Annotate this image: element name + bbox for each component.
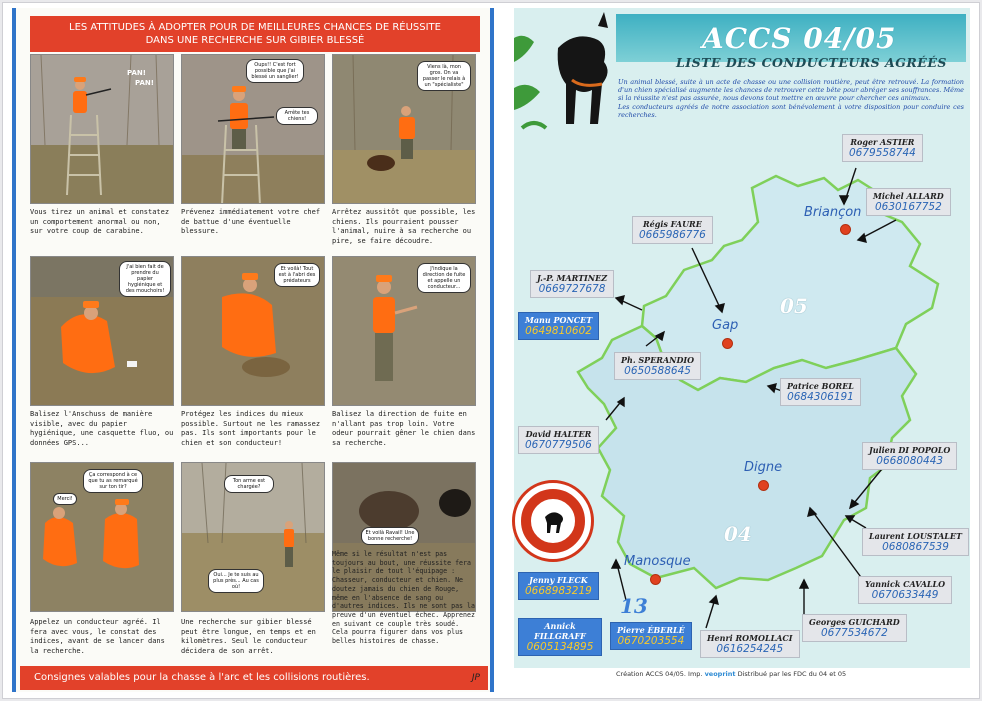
conductor-name: J.-P. MARTINEZ bbox=[537, 273, 608, 283]
comic-panel-8 bbox=[181, 462, 325, 612]
conductor-name: Manu PONCET bbox=[525, 315, 593, 325]
conductor-card bbox=[518, 618, 602, 656]
conductor-card bbox=[842, 134, 923, 162]
left-header-banner bbox=[30, 16, 480, 52]
conductor-phone: 0677534672 bbox=[820, 627, 888, 639]
town-marker bbox=[758, 480, 769, 491]
caption-2: Prévenez immédiatement votre chef de battue d'une éventuelle blessure. bbox=[181, 208, 321, 235]
conductor-card bbox=[518, 312, 599, 340]
conductor-name: Pierre ÉBERLÉ bbox=[617, 625, 685, 635]
conductor-card bbox=[780, 378, 861, 406]
conductor-card bbox=[862, 528, 969, 556]
list-subtitle: LISTE DES CONDUCTEURS AGRÉÉS bbox=[676, 55, 947, 70]
dept-05-label: 05 bbox=[780, 294, 808, 318]
left-footer-banner bbox=[20, 666, 488, 690]
conductor-phone: 0670633449 bbox=[871, 589, 939, 601]
comic-panel-7 bbox=[30, 462, 174, 612]
speech-bubble: Oui... Je te suis au plus près... Au cas où! bbox=[208, 569, 264, 593]
pan-text-2: PAN! bbox=[135, 79, 154, 87]
comic-panel-2 bbox=[181, 54, 325, 204]
conductor-card bbox=[614, 352, 701, 380]
conductor-name: Roger ASTIER bbox=[850, 137, 915, 147]
conductor-card bbox=[802, 614, 907, 642]
speech-bubble: Ton arme est chargée? bbox=[224, 475, 274, 493]
speech-bubble: J'ai bien fait de prendre du papier hygiénique et des mouchoirs! bbox=[119, 261, 171, 297]
conductor-name: Julien DI POPOLO bbox=[869, 445, 951, 455]
footer-printer: veoprint bbox=[704, 670, 736, 678]
speech-bubble: Ça correspond à ce que tu as remarqué sur ton tir? bbox=[83, 469, 143, 493]
caption-9: Même si le résultat n'est pas toujours au bout, une réussite fera le plaisir de tout l'équipage : Chasseur, conducteur et chien. Ne doutez jamais du chien de Rouge, même en l'absence de sang ou d'autres indices. Ils ne sont pas la preuve d'un éventuel échec. Apprenez en suivant ce couple très soudé. Cela pourra figurer dans vos plus belles histoires de chasse. bbox=[332, 550, 475, 646]
conductor-name: Henri ROMOLLACI bbox=[707, 633, 793, 643]
conductor-phone: 0668080443 bbox=[876, 455, 944, 467]
pan-text-1: PAN! bbox=[127, 69, 146, 77]
conductor-card bbox=[632, 216, 713, 244]
conductor-name: Annick FILLGRAFF bbox=[534, 621, 586, 641]
conductor-phone: 0668983219 bbox=[525, 585, 592, 597]
conductor-name: Yannick CAVALLO bbox=[865, 579, 946, 589]
speech-bubble: Oups!! C'est fort possible que j'ai blessé un sanglier! bbox=[246, 59, 304, 83]
conductor-card bbox=[862, 442, 957, 470]
conductor-card bbox=[858, 576, 952, 604]
conductor-card bbox=[610, 622, 692, 650]
town-gap: Gap bbox=[712, 318, 739, 333]
conductor-name: David HALTER bbox=[525, 429, 592, 439]
caption-7: Appelez un conducteur agréé. Il fera avec vous, le constat des indices, avant de se lancer dans la recherche. bbox=[30, 618, 165, 655]
left-footer-text: Consignes valables pour la chasse à l'arc et les collisions routières. bbox=[34, 672, 370, 683]
conductor-name: Jenny FLECK bbox=[529, 575, 588, 585]
dept-13-label: 13 bbox=[620, 594, 648, 618]
conductor-phone: 0665986776 bbox=[639, 229, 706, 241]
town-digne: Digne bbox=[744, 460, 783, 475]
comic-panel-1 bbox=[30, 54, 174, 204]
conductor-phone: 0605134895 bbox=[526, 641, 594, 653]
conductor-card bbox=[518, 572, 599, 600]
conductor-phone: 0669727678 bbox=[538, 283, 606, 295]
left-footer-signature: JP bbox=[471, 673, 480, 683]
comic-panel-3 bbox=[332, 54, 476, 204]
speech-bubble: Arrête tes chiens! bbox=[276, 107, 318, 125]
conductor-name: Ph. SPERANDIO bbox=[621, 355, 695, 365]
left-page bbox=[12, 8, 494, 692]
town-manosque: Manosque bbox=[624, 554, 691, 569]
town-marker bbox=[840, 224, 851, 235]
speech-bubble: Viens là, mon gros. On va passer le relais à un "spécialiste" bbox=[417, 61, 471, 91]
comic-panel-6 bbox=[332, 256, 476, 406]
conductor-phone: 0680867539 bbox=[882, 541, 949, 553]
right-footer bbox=[616, 670, 846, 678]
scene-image-1 bbox=[31, 55, 174, 204]
right-page bbox=[506, 8, 974, 692]
conductor-phone: 0616254245 bbox=[716, 643, 784, 655]
conductor-phone: 0630167752 bbox=[874, 201, 942, 213]
speech-bubble: J'indique la direction de fuite et appelle un conducteur... bbox=[417, 263, 471, 293]
caption-8: Une recherche sur gibier blessé peut être longue, en temps et en kilomètres. Seul le conducteur décidera de son arrêt. bbox=[181, 618, 316, 655]
town-marker bbox=[650, 574, 661, 585]
intro-paragraph-2: Les conducteurs agréés de notre association sont bénévolement à votre disposition pour conduire ces recherches. bbox=[618, 103, 964, 119]
conductor-name: Michel ALLARD bbox=[873, 191, 944, 201]
dept-04-label: 04 bbox=[724, 522, 752, 546]
speech-bubble: Et voilà Ravail! Une bonne recherche! bbox=[361, 527, 419, 545]
intro-paragraph-1: Un animal blessé, suite à un acte de chasse ou une collision routière, peut être retrouvé. La formation d'un chien spécialisé augmente les chances de retrouver cette bête pour abréger ses souffrances. Même si la réussite n'est pas assurée, nous devons tout mettre en œuvre pour chercher ces animaux. bbox=[618, 78, 964, 102]
conductor-card bbox=[530, 270, 614, 298]
conductor-name: Régis FAURE bbox=[643, 219, 702, 229]
conductor-phone: 0670203554 bbox=[617, 635, 685, 647]
left-header-line1: LES ATTITUDES À ADOPTER POUR DE MEILLEURES CHANCES DE RÉUSSITE bbox=[69, 22, 441, 33]
footer-distribution: Distribué par les FDC du 04 et 05 bbox=[737, 670, 847, 678]
conductor-phone: 0649810602 bbox=[525, 325, 592, 337]
speech-bubble: Et voilà! Tout est à l'abri des prédateurs bbox=[274, 263, 320, 287]
conductor-phone: 0650588645 bbox=[624, 365, 691, 377]
conductor-card bbox=[700, 630, 800, 658]
conductor-phone: 0679558744 bbox=[849, 147, 916, 159]
conductor-name: Georges GUICHARD bbox=[809, 617, 900, 627]
caption-4: Balisez l'Anschuss de manière visible, avec du papier hygiénique, une casquette fluo, ou données GPS... bbox=[30, 410, 174, 447]
conductor-card bbox=[518, 426, 599, 454]
conductor-phone: 0670779506 bbox=[525, 439, 592, 451]
conductor-phone: 0684306191 bbox=[787, 391, 854, 403]
accs-seal-logo bbox=[512, 480, 594, 562]
conductor-name: Laurent LOUSTALET bbox=[869, 531, 962, 541]
comic-panel-4 bbox=[30, 256, 174, 406]
left-header-line2: DANS UNE RECHERCHE SUR GIBIER BLESSÉ bbox=[145, 35, 365, 46]
speech-bubble: Merci! bbox=[53, 493, 77, 505]
town-briancon: Briançon bbox=[804, 205, 862, 220]
seal-dog-icon bbox=[541, 509, 567, 535]
footer-credit: Création ACCS 04/05. Imp. bbox=[616, 670, 703, 678]
caption-6: Balisez la direction de fuite en n'allant pas trop loin. Votre odeur pourrait gêner le chien dans sa recherche. bbox=[332, 410, 476, 447]
caption-3: Arrêtez aussitôt que possible, les chiens. Ils pourraient pousser l'animal, nuire à sa recherche ou pire, se faire découdre. bbox=[332, 208, 476, 245]
comic-panel-5 bbox=[181, 256, 325, 406]
caption-5: Protégez les indices du mieux possible. Surtout ne les ramassez pas. Ils sont importants pour le chien et son conducteur! bbox=[181, 410, 321, 447]
caption-1: Vous tirez un animal et constatez un comportement anormal ou non, sur votre coup de carabine. bbox=[30, 208, 170, 235]
accs-title: ACCS 04/05 bbox=[702, 22, 897, 55]
town-marker bbox=[722, 338, 733, 349]
conductor-name: Patrice BOREL bbox=[787, 381, 854, 391]
conductor-card bbox=[866, 188, 951, 216]
